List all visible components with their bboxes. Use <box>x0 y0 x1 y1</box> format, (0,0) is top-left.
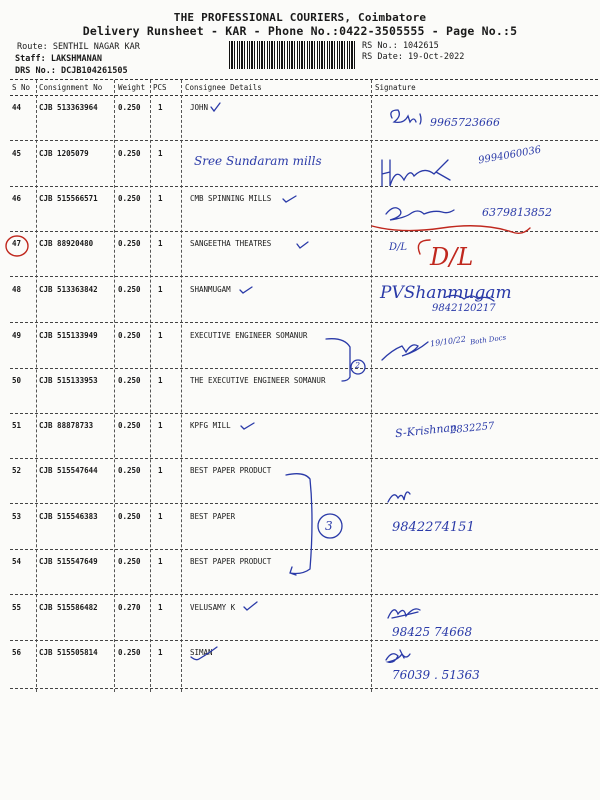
row-consignment: CJB 513363964 <box>39 103 98 112</box>
row-sno: 48 <box>12 285 22 294</box>
rs-date-label: RS Date: 19-Oct-2022 <box>362 52 465 62</box>
handwritten-number: 2832257 <box>449 420 495 437</box>
row-weight: 0.250 <box>118 149 141 158</box>
signature-scribble <box>382 160 450 186</box>
row-consignment: CJB 515547649 <box>39 557 98 566</box>
row-pcs: 1 <box>158 421 163 430</box>
row-consignee: SHANMUGAM <box>190 285 231 294</box>
row-consignment: CJB 515586482 <box>39 603 98 612</box>
row-sno: 52 <box>12 466 22 475</box>
tick-mark <box>211 103 220 111</box>
handwritten-date: 19/10/22 <box>429 334 467 349</box>
handwritten-dl-stamp: D/L <box>430 243 474 271</box>
row-consignee: CMB SPINNING MILLS <box>190 194 272 203</box>
row-consignee: BEST PAPER PRODUCT <box>190 557 272 566</box>
row-consignee: KPFG MILL <box>190 421 231 430</box>
row-pcs: 1 <box>158 285 163 294</box>
row-separator <box>10 640 598 641</box>
row-separator <box>10 186 598 187</box>
row-weight: 0.250 <box>118 648 141 657</box>
bracket <box>286 474 312 575</box>
handwritten-phone: 6379813852 <box>482 206 552 219</box>
staff-label: Staff: LAKSHMANAN <box>15 54 102 64</box>
row-separator <box>10 276 598 277</box>
row-consignee: SANGEETHA THEATRES <box>190 239 272 248</box>
handwritten-phone: 98425 74668 <box>392 625 473 639</box>
header-bottom-rule <box>10 95 598 96</box>
col-pcs: PCS <box>153 83 167 92</box>
row-pcs: 1 <box>158 466 163 475</box>
handwritten-name: S-Krishnan <box>394 420 458 441</box>
row-sno: 44 <box>12 103 22 112</box>
row-weight: 0.250 <box>118 194 141 203</box>
company-title: THE PROFESSIONAL COURIERS, Coimbatore <box>173 11 427 24</box>
row-pcs: 1 <box>158 103 163 112</box>
row-sno: 54 <box>12 557 22 566</box>
row-sno: 56 <box>12 648 22 657</box>
col-divider <box>36 80 37 692</box>
row-pcs: 1 <box>158 149 163 158</box>
row-sno: 45 <box>12 149 22 158</box>
handwritten-dl-mark: D/L <box>389 242 408 253</box>
row-pcs: 1 <box>158 557 163 566</box>
row-weight: 0.250 <box>118 103 141 112</box>
col-consignee: Consignee Details <box>185 83 262 92</box>
col-sno: S No <box>12 83 31 92</box>
handwritten-name: PVShanmugam <box>380 283 512 303</box>
row-consignment: CJB 1205079 <box>39 149 89 158</box>
row-separator <box>10 594 598 595</box>
row-pcs: 1 <box>158 239 163 248</box>
col-divider <box>181 80 182 692</box>
row-separator <box>10 322 598 323</box>
row-weight: 0.250 <box>118 239 141 248</box>
row-weight: 0.270 <box>118 603 141 612</box>
signature-scribble <box>388 492 410 502</box>
col-divider <box>371 80 372 692</box>
handwritten-phone: 76039 . 51363 <box>392 668 480 682</box>
row-consignment: CJB 515505814 <box>39 648 98 657</box>
red-underline <box>418 240 430 254</box>
row-weight: 0.250 <box>118 466 141 475</box>
col-divider <box>114 80 115 692</box>
rs-no-label: RS No.: 1042615 <box>362 41 439 51</box>
row-weight: 0.250 <box>118 557 141 566</box>
tick-mark <box>283 196 296 202</box>
col-signature: Signature <box>375 83 416 92</box>
row-sno: 47 <box>12 239 22 248</box>
row-pcs: 1 <box>158 194 163 203</box>
row-consignment: CJB 515133953 <box>39 376 98 385</box>
bracket <box>326 339 350 381</box>
row-weight: 0.250 <box>118 421 141 430</box>
drs-label: DRS No.: DCJB104261505 <box>15 66 128 76</box>
row-sno: 51 <box>12 421 22 430</box>
tick-mark <box>240 287 252 293</box>
row-consignee: BEST PAPER PRODUCT <box>190 466 272 475</box>
row-pcs: 1 <box>158 603 163 612</box>
col-weight: Weight <box>118 83 146 92</box>
bracket-count: 3 <box>325 519 333 533</box>
row-separator <box>10 688 598 689</box>
row-separator <box>10 503 598 504</box>
tick-mark <box>297 242 308 248</box>
row-consignment: CJB 88920480 <box>39 239 94 248</box>
handwritten-consignee: Sree Sundaram mills <box>194 154 322 168</box>
signature-scribble <box>386 208 454 220</box>
handwritten-phone: 9842120217 <box>432 303 496 314</box>
bracket-count: 2 <box>355 361 361 370</box>
route-label: Route: SENTHIL NAGAR KAR <box>17 42 140 52</box>
handwritten-phone: 9842274151 <box>392 520 475 535</box>
row-pcs: 1 <box>158 512 163 521</box>
signature-scribble <box>382 342 428 360</box>
row-separator <box>10 368 598 369</box>
row-separator <box>10 140 598 141</box>
drs-barcode <box>229 41 357 69</box>
row-consignment: CJB 515566571 <box>39 194 98 203</box>
row-sno: 53 <box>12 512 22 521</box>
row-weight: 0.250 <box>118 512 141 521</box>
signature-scribble <box>388 609 420 618</box>
col-consignment: Consignment No <box>39 83 103 92</box>
signature-scribble <box>391 110 421 124</box>
handwritten-phone: 9965723666 <box>430 116 500 129</box>
row-weight: 0.250 <box>118 285 141 294</box>
row-separator <box>10 231 598 232</box>
row-weight: 0.250 <box>118 331 141 340</box>
row-consignee: SIMAN <box>190 648 213 657</box>
row-consignee: THE EXECUTIVE ENGINEER SOMANUR <box>190 376 326 385</box>
row-sno: 46 <box>12 194 22 203</box>
header-top-rule <box>10 79 598 80</box>
row-consignment: CJB 513363842 <box>39 285 98 294</box>
row-pcs: 1 <box>158 376 163 385</box>
row-consignment: CJB 515133949 <box>39 331 98 340</box>
handwritten-phone: 9994060036 <box>477 144 543 167</box>
row-consignment: CJB 515547644 <box>39 466 98 475</box>
signature-scribble <box>386 650 410 662</box>
row-pcs: 1 <box>158 331 163 340</box>
row-separator <box>10 413 598 414</box>
row-consignment: CJB 88878733 <box>39 421 94 430</box>
row-sno: 55 <box>12 603 22 612</box>
row-pcs: 1 <box>158 648 163 657</box>
row-sno: 50 <box>12 376 22 385</box>
runsheet-title: Delivery Runsheet - KAR - Phone No.:0422-3505555 - Page No.:5 <box>82 24 518 38</box>
row-consignment: CJB 515546383 <box>39 512 98 521</box>
row-sno: 49 <box>12 331 22 340</box>
row-consignee: VELUSAMY K <box>190 603 236 612</box>
row-weight: 0.250 <box>118 376 141 385</box>
row-consignee: EXECUTIVE ENGINEER SOMANUR <box>190 331 308 340</box>
tick-mark <box>244 602 257 610</box>
red-underline <box>372 226 530 234</box>
handwritten-note: Both Docs <box>469 333 507 347</box>
row-consignee: JOHN <box>190 103 209 112</box>
row-consignee: BEST PAPER <box>190 512 236 521</box>
row-separator <box>10 549 598 550</box>
col-divider <box>150 80 151 692</box>
tick-mark <box>241 423 254 429</box>
row-separator <box>10 458 598 459</box>
